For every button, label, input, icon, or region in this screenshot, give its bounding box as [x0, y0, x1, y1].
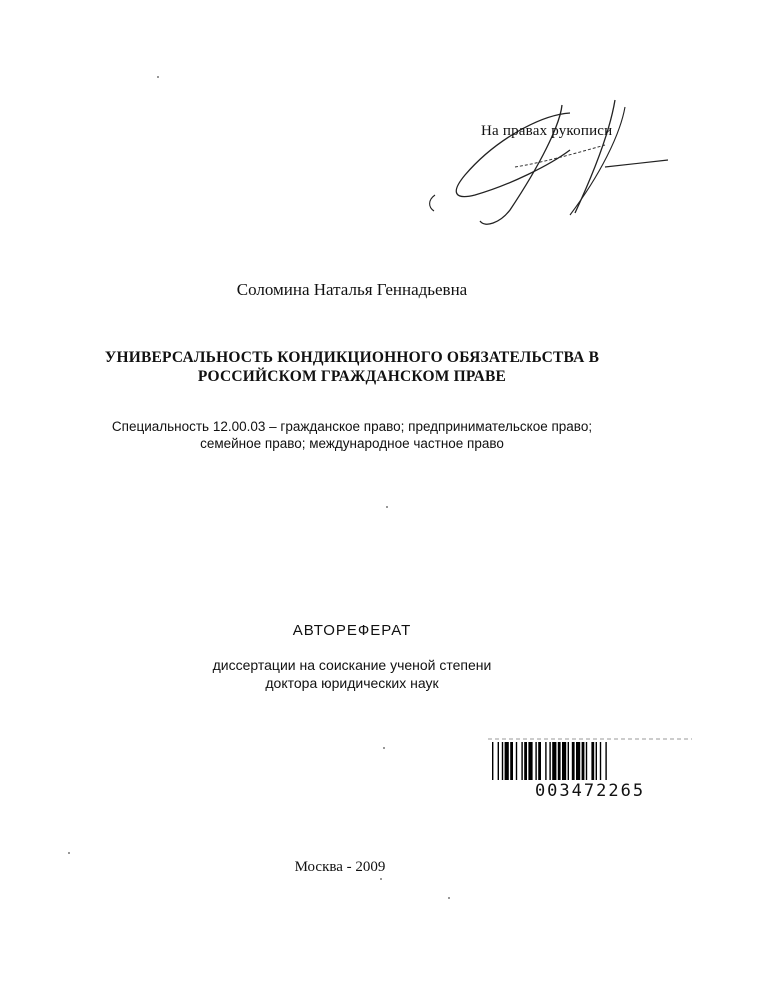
barcode-number: 003472265	[534, 781, 646, 801]
title-line-2: РОССИЙСКОМ ГРАЖДАНСКОМ ПРАВЕ	[197, 368, 507, 385]
rights-notice: На правах рукописи	[481, 123, 613, 139]
scan-speck	[380, 878, 382, 880]
specialty-line-1: Специальность 12.00.03 – гражданское право; предпринимательское право;	[111, 419, 593, 434]
specialty	[0, 418, 704, 452]
library-barcode	[488, 738, 692, 801]
purpose-line-2: доктора юридических наук	[265, 675, 439, 691]
purpose-line-1: диссертации на соискание ученой степени	[212, 657, 492, 673]
scan-speck	[448, 897, 450, 899]
barcode-bars	[488, 738, 692, 782]
scan-speck	[157, 76, 159, 78]
dissertation-title	[0, 348, 704, 386]
degree-purpose	[0, 656, 704, 692]
scan-speck	[68, 852, 70, 854]
city-year: Москва - 2009	[294, 859, 386, 875]
author-name: Соломина Наталья Геннадьевна	[236, 280, 468, 299]
document-genre: АВТОРЕФЕРАТ	[292, 622, 412, 639]
scan-speck	[383, 747, 385, 749]
specialty-line-2: семейное право; международное частное право	[200, 436, 504, 451]
scan-speck	[386, 506, 388, 508]
title-line-1: УНИВЕРСАЛЬНОСТЬ КОНДИКЦИОННОГО ОБЯЗАТЕЛЬСТВА В	[104, 349, 600, 366]
handwritten-signature	[420, 95, 680, 230]
